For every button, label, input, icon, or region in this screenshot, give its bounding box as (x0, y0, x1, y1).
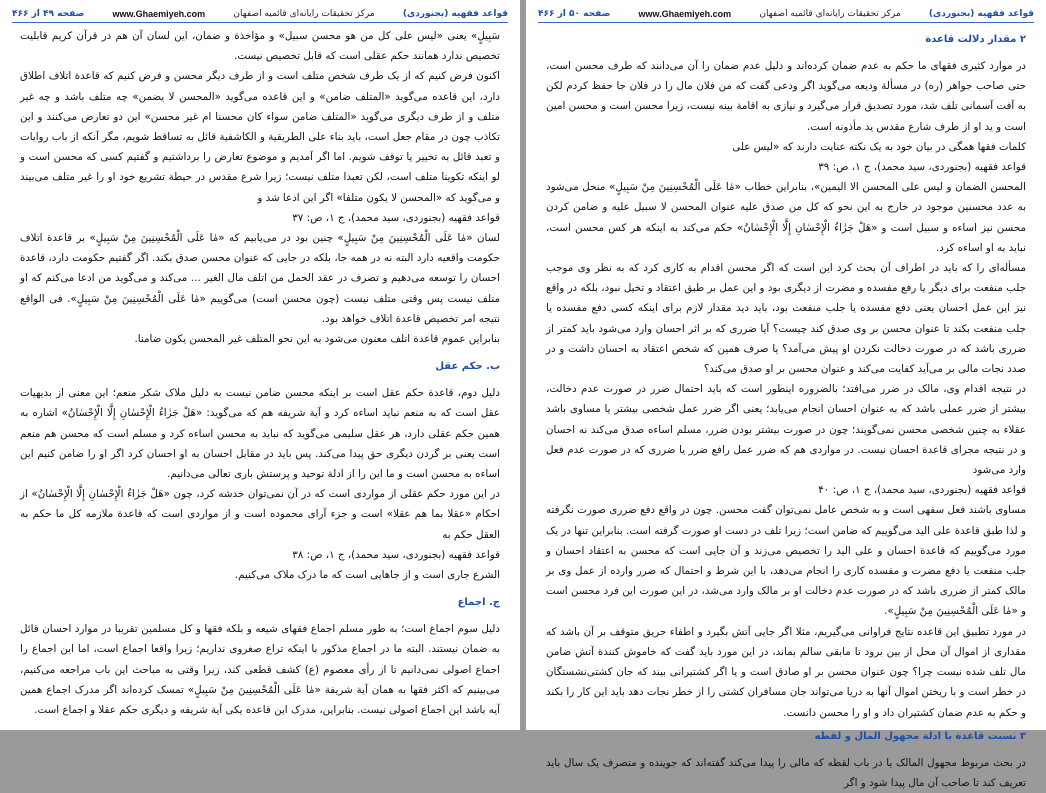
page-header (538, 6, 1034, 23)
book-title: قواعد فقهیه (بجنوردی) (928, 9, 1034, 19)
paragraph: مساوی باشند فعل سفهی است و به شخص عامل نمی‌توان گفت محسن. چون در واقع دفع ضرری صورت نگرفته و لذا طبق قاعدة علی الید می‌گوییم که ضامن است؛ زیرا تلف در دست او صورت گرفته است. بنابراین تنها در یک مورد می‌گوییم که قاعدة احسان و علی الید را تخصیص می‌زند و آن جایی است که محسن به اعتقاد احسان و جلب منفعت یا دفع مضرت و مفسده کاری را انجام می‌دهد، با این شرط و احتمال که ضرر وارده از عمل وی بر مالک کمتر از ضرری باشد که در صورت عدم دخالت او بر مالک وارد می‌شد، در این صورت این فرد محسن است و «مٰا عَلَی الْمُحْسِنِینَ مِنْ سَبِیلٍ». (546, 504, 1026, 618)
paragraph: کلمات فقها همگی در بیان خود به یک نکته عنایت دارند که «لیس علی (732, 140, 1026, 153)
page-body (20, 26, 500, 724)
section-heading-reason: ب. حکم عقل (435, 361, 500, 373)
page-reference: قواعد فقهیه (بجنوردی، سید محمد)، ج ۱، ص: ۳۷ (292, 211, 500, 224)
paragraph: در این مورد حکم عقلی از مواردی است که در آن نمی‌توان خدشه کرد، چون «هَلْ جَزٰاءُ الْإِحْسٰانِ إِلَّا الْإِحْسٰانُ» از احکام «عقلا بما هم عقلا» است و جزء آرای محموده است و از مواردی است که قاعدة ملازمه کل ما حکم به العقل حکم به (20, 488, 500, 541)
section-heading-scope: ۲ مقدار دلالت قاعدة (925, 34, 1026, 45)
paragraph: دلیل سوم اجماع است؛ به طور مسلم اجماع فقهای شیعه و بلکه فقها و کل مسلمین تقریبا در موارد احسان قائل به ضمان نیستند. البته ما در اجماع مذکور با اینکه تراع صغروی نداریم؛ زیرا واقعا اجماع است، اما این اجماع را اجماع اصولی نمی‌دانیم تا از رأی معصوم (ع) کشف قطعی کند، زیرا وقتی به مباحث این باب مراجعه می‌کنیم، می‌بینیم که اکثر فقها به همان آیة شریفة «مٰا عَلَی الْمُحْسِنِینَ مِنْ سَبِیلٍ» تمسک کرده‌اند اگر مدرک اجماع همین آیه باشد این اجماع اصولی نیست. بنابراین، مدرک این قاعده یکی آیة شریفه و دیگری حکم عقلا و اجماع است. (20, 623, 500, 717)
page-number: صفحه ۵۰ از ۴۶۶ (538, 9, 611, 19)
page-number: صفحه ۴۹ از ۴۶۶ (12, 9, 85, 19)
book-title: قواعد فقهیه (بجنوردی) (402, 9, 508, 19)
paragraph: دلیل دوم، قاعدة حکم عقل است بر اینکه محسن ضامن نیست به دلیل ملاک شکر منعم؛ این معنی از بدیهیات عقل است که به منعم نباید اساءه کرد و آیة شریفه هم که می‌گوید: «هَلْ جَزٰاءُ الْإِحْسٰانِ إِلَّا الْإِحْسٰانُ» اشاره به همین حکم عقلی دارد، هر عقل سلیمی می‌گوید که نباید به محسن اساءه کرد و مسلم است که محسن هم منعم است یعنی بر گردن دیگری حق پیدا می‌کند. پس باید در مقابل احسان به او احسان کرد اگر او را ضامن کنیم این اساءه به محسن است و ما این را از ادلة توحید و پرستش باری تعالی می‌دانیم. (20, 387, 500, 481)
paragraph: در موارد کثیری فقهای ما حکم به عدم ضمان کرده‌اند و دلیل عدم ضمان را آن می‌دانند که طرف محسن است، حتی صاحب جواهر (ره) در مسألة ودیعه می‌گوید اگر ودعی گفت که من فلان مال را در فلان جا حفظ کردم لکن به آفت آسمانی تلف شد، مورد تصدیق قرار می‌گیرد و نیازی به اقامة بینه نیست، زیرا محسن است و محسن امین است و ید او از طرف شارع مقدس ید مأذونه است. (546, 60, 1026, 133)
paragraph: در مورد تطبیق این قاعده نتایج فراوانی می‌گیریم، مثلا اگر جایی آتش بگیرد و اطفاء حریق متوقف بر آن باشد که مقداری از اموال آن محل از بین برود تا مابقی سالم بماند، در این مورد باید گفت که خاموش کنندة آتش ضامن مال تلف شده نیست چرا؟ چون عنوان محسن بر او صادق است و یا اگر کشتیرانی بیند که جان کشتی‌نشستگان در خطر است و با ریختن اموال آنها به دریا می‌تواند جان مسافران کشتی را از خطر نجات دهد باید این کار را بکند و حکم به عدم ضمان کشتیران داد و او را محسن دانست. (546, 625, 1026, 719)
page-header (12, 6, 508, 23)
page-reference: قواعد فقهیه (بجنوردی، سید محمد)، ج ۱، ص: ۴۰ (818, 484, 1026, 497)
paragraph: لسان «مٰا عَلَی الْمُحْسِنِینَ مِنْ سَبِیلٍ» چنین بود در می‌یابیم که «مٰا عَلَی الْمُحْسِنِینَ مِنْ سَبِیلٍ» بر قاعدة اتلاف حکومت واقعیه دارد البته نه در همه جا، بلکه در جایی که عنوان محسن صدق بکند. اگر گفتیم حکومت دارد، قاعدة احسان را توسعه می‌دهیم و تصرف در عقد الحمل من اتلف مال الغیر ... می‌کند و می‌گوید من ادعا می‌کنم که او متلف نیست پس وقتی متلف نیست (چون محسن است) می‌گوییم «مٰا عَلَی الْمُحْسِنِینَ مِنْ سَبِیلٍ». فی الواقع نتیجه امر تخصیص قاعدة اتلاف خواهد بود. (20, 232, 500, 325)
paragraph: در بحث مربوط مجهول المالک یا در باب لقطه که مالی را پیدا می‌کند گفته‌اند که جوینده و متصرف یک سال باید تعریف کند تا صاحب آن مال پیدا شود و اگر (546, 756, 1026, 789)
paragraph: مسأله‌ای را که باید در اطراف آن بحث کرد این است که اگر محسن اقدام به کاری کرد که به نظر وی موجب جلب منفعت برای دیگر یا رفع مفسده و مضرت از دیگری بود و این عمل بر طبق اعتقاد و تخیل نبود، بلکه در واقع نیز این عمل احسان یعنی دفع مفسده یا جلب منفعت بود، باید دید مقدار لازم برای اینکه کسی دفع مفسده یا جلب منفعت بکند تا عنوان محسن بر وی صدق کند چیست؟ آیا ضرری که بر اثر احسان وارد می‌شود باید کمتر از ضرری باشد که در صورت دخالت نکردن او پیش می‌آمد؟ یا صرف همین که شخص اعتقاد به احسان داشت و در صدد نجات مالی بر می‌آید کفایت می‌کند و عنوان محسن بر او صدق می‌کند؟ (546, 262, 1026, 376)
paragraph: سَبِیلٍ» یعنی «لیس علی کل من هو محسن سبیل» و مؤاخذة و ضمان، این لسان آن هم در قرآن کریم قابلیت تخصیص ندارد همانند حکم عقلی است که قابل تخصیص نیست. (20, 30, 500, 63)
paragraph: در نتیجه اقدام وی، مالک در ضرر می‌افتد؛ بالضروره اینطور است که باید احتمال ضرر در صورت عدم دخالت، بیشتر از ضرر عملی باشد که به عنوان احسان انجام می‌یابد؛ یعنی اگر ضرر عمل شخصی بیشتر یا مساوی باشد عقلاء به چنین شخصی محسن نمی‌گویند؛ چون در صورت بیشتر بودن ضرر، مسلم اساءه صدق می‌کند نه احسان و در نتیجه مجرای قاعدة احسان نیست. در مواردی هم که ضرر عمل رافع ضرر یا ضرری که در صورت عدم فعل وارد می‌شود (546, 383, 1026, 477)
page-reference: قواعد فقهیه (بجنوردی، سید محمد)، ج ۱، ص: ۳۹ (818, 161, 1026, 174)
paragraph: اکنون فرض کنیم که از یک طرف شخص متلف است و از طرف دیگر محسن و فرض کنیم که قاعدة اتلاف اطلاق دارد، این قاعده می‌گوید «المتلف ضامن» و این قاعده می‌گوید «المحسن لا یضمن» چه متلف باشد و چه غیر متلف و از طرف دیگری می‌گوید «المتلف ضامن سواء کان محسنا ام غیر محسن» این دو تعارض می‌کنند و این تکاذب چون در مقام جعل است، باید بناء علی الطریقیة و الکاشفیة قائل به تساقط شویم، مگر آنکه از باب روایات و تعبد قائل به تخییر یا توقف شویم. اما اگر آمدیم و موضوع تعارض را برداشتیم و گفتیم کسی که محسن است و لو اینکه تکوینا متلف است، لکن تعبدا متلف نیست؛ زیرا شرع مقدس در حیطة تشریع خود او را غیر متلف می‌بیند و می‌گوید که «المحسن لا یکون متلفا» اگر این ادعا شد و (20, 70, 500, 204)
site-url[interactable]: www.Ghaemiyeh.com (112, 9, 206, 19)
page-reference: قواعد فقهیه (بجنوردی، سید محمد)، ج ۱، ص: ۳۸ (292, 548, 500, 561)
publisher-name: مرکز تحقیقات رایانه‌ای قائمیه اصفهان (759, 9, 901, 19)
section-heading-relation: ۳ نسبت قاعدة با ادلة مجهول المال و لقطه (814, 730, 1026, 742)
publisher-name: مرکز تحقیقات رایانه‌ای قائمیه اصفهان (233, 9, 375, 19)
paragraph: المحسن الضمان و لیس علی المحسن الا الیمین»، بنابراین خطاب «مٰا عَلَی الْمُحْسِنِینَ مِنْ سَبِیلٍ» منحل می‌شود به عدد محسنین موجود در خارج به این نحو که کل من صدق علیه عنوان المحسن لا سبیل علیه و ضامن کردن محسن نیز اساءه و سبیل است و «هَلْ جَزٰاءُ الْإِحْسٰانِ إِلَّا الْإِحْسٰانُ» حکم می‌کند به اینکه هر کس محسن است، نباید به او اساءه کرد. (546, 181, 1026, 254)
section-heading-consensus: ج. اجماع (457, 597, 500, 609)
site-url[interactable]: www.Ghaemiyeh.com (638, 9, 732, 19)
right-page (526, 0, 1046, 789)
left-page (0, 0, 520, 730)
paragraph: بنابراین عموم قاعدة اتلف معنون می‌شود به این نحو المتلف غیر المحسن یکون ضامنا. (134, 333, 500, 346)
page-body (546, 26, 1026, 789)
paragraph: الشرع جاری است و از جاهایی است که ما درک ملاک می‌کنیم. (234, 569, 500, 582)
